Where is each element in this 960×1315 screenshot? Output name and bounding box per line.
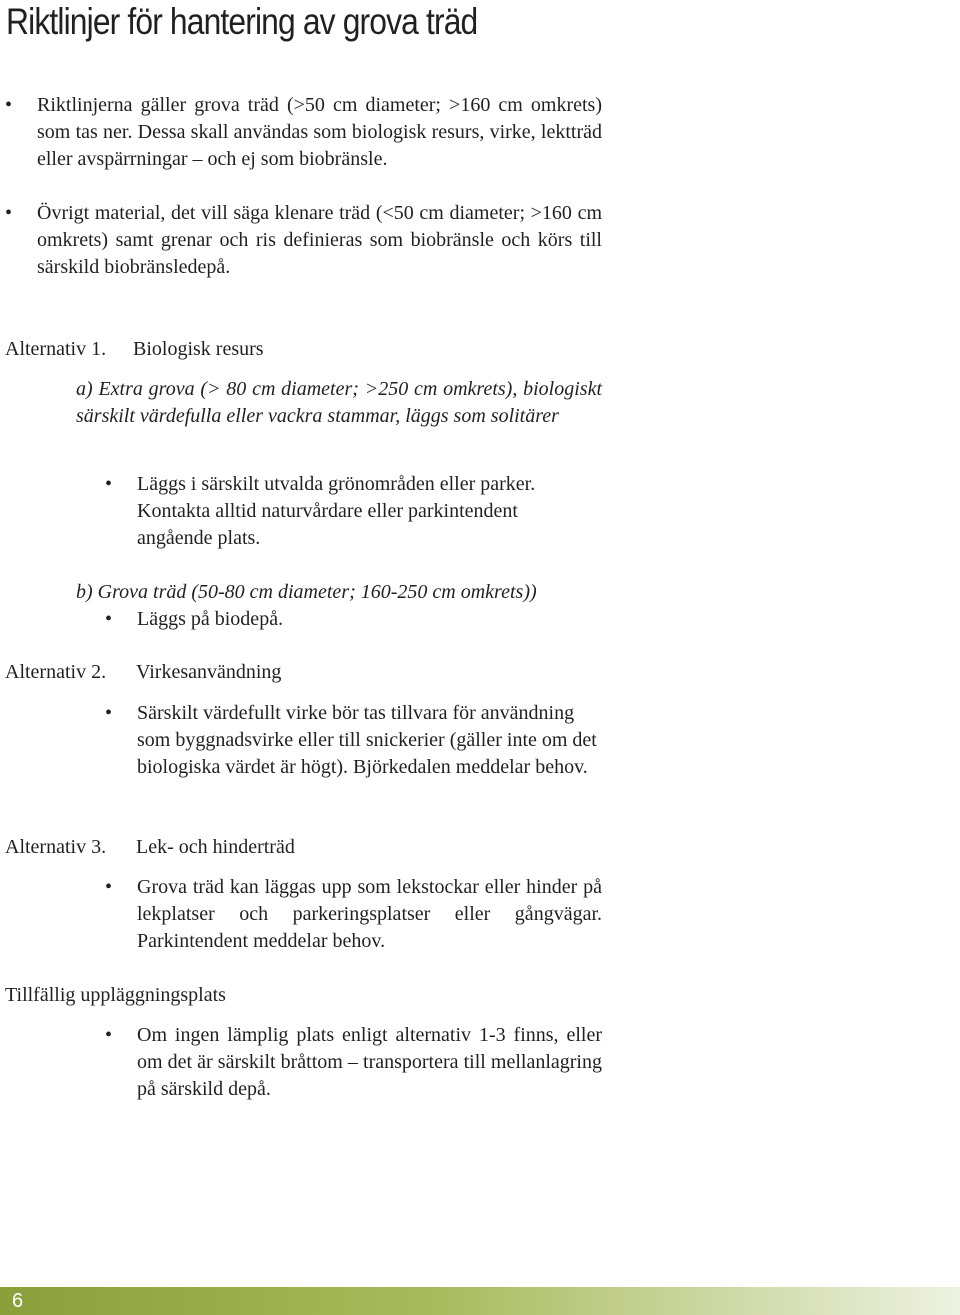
alternativ-2-label: Alternativ 2. [5, 661, 107, 683]
alternativ-3-bullet: Grova träd kan läggas upp som lekstockar eller hinder på lekplatser och parkeringsplatser eller gångvägar. Parkintendent meddelar behov. [137, 876, 602, 952]
footer-bar [0, 1287, 960, 1315]
alternativ-2-title: Virkesanvändning [136, 661, 282, 683]
bullet-icon: • [105, 876, 113, 898]
alternativ-2-heading [5, 659, 281, 686]
bullet-icon: • [105, 608, 113, 630]
intro-bullet-1: Riktlinjerna gäller grova träd (>50 cm diameter; >160 cm omkrets) som tas ner. Dessa skall användas som biologisk resurs, virke, lektträd eller avspärrningar – och ej som biobränsle. [37, 94, 602, 170]
bullet-icon: • [105, 702, 113, 724]
page-title: Riktlinjer för hantering av grova träd [6, 1, 478, 42]
alternativ-1-title: Biologisk resurs [133, 338, 264, 360]
bullet-icon: • [5, 94, 13, 116]
alternativ-1-a-text: a) Extra grova (> 80 cm diameter; >250 cm omkrets), biologiskt särskilt värdefulla eller vackra stammar, läggs som solitärer [76, 378, 602, 427]
alternativ-1-label: Alternativ 1. [5, 338, 107, 360]
alternativ-1-b-text: b) Grova träd (50-80 cm diameter; 160-250 cm omkrets)) [76, 581, 537, 603]
page-number: 6 [12, 1290, 24, 1312]
alternativ-3-heading [5, 834, 295, 861]
alternativ-1-b-bullet: Läggs på biodepå. [137, 608, 284, 630]
bullet-icon: • [105, 473, 113, 495]
alternativ-1-heading [5, 336, 264, 363]
intro-bullet-2: Övrigt material, det vill säga klenare träd (<50 cm diameter; >160 cm omkrets) samt grenar och ris definieras som biobränsle och körs till särskild biobränsledepå. [37, 202, 602, 278]
tillfallig-bullet: Om ingen lämplig plats enligt alternativ 1-3 finns, eller om det är särskilt bråttom – transportera till mellanlagring på särskild depå. [137, 1024, 602, 1100]
alternativ-2-bullet: Särskilt värdefullt virke bör tas tillvara för användning som byggnadsvirke eller till snickerier (gäller inte om det biologiska värdet är högt). Björkedalen meddelar behov. [137, 702, 597, 778]
alternativ-3-title: Lek- och hinderträd [136, 836, 295, 858]
bullet-icon: • [105, 1024, 113, 1046]
bullet-icon: • [5, 202, 13, 224]
alternativ-3-label: Alternativ 3. [5, 836, 107, 858]
tillfallig-heading: Tillfällig uppläggningsplats [5, 984, 226, 1006]
alternativ-1-a-bullet: Läggs i särskilt utvalda grönområden eller parker. Kontakta alltid naturvårdare eller parkintendent angående plats. [137, 473, 536, 549]
